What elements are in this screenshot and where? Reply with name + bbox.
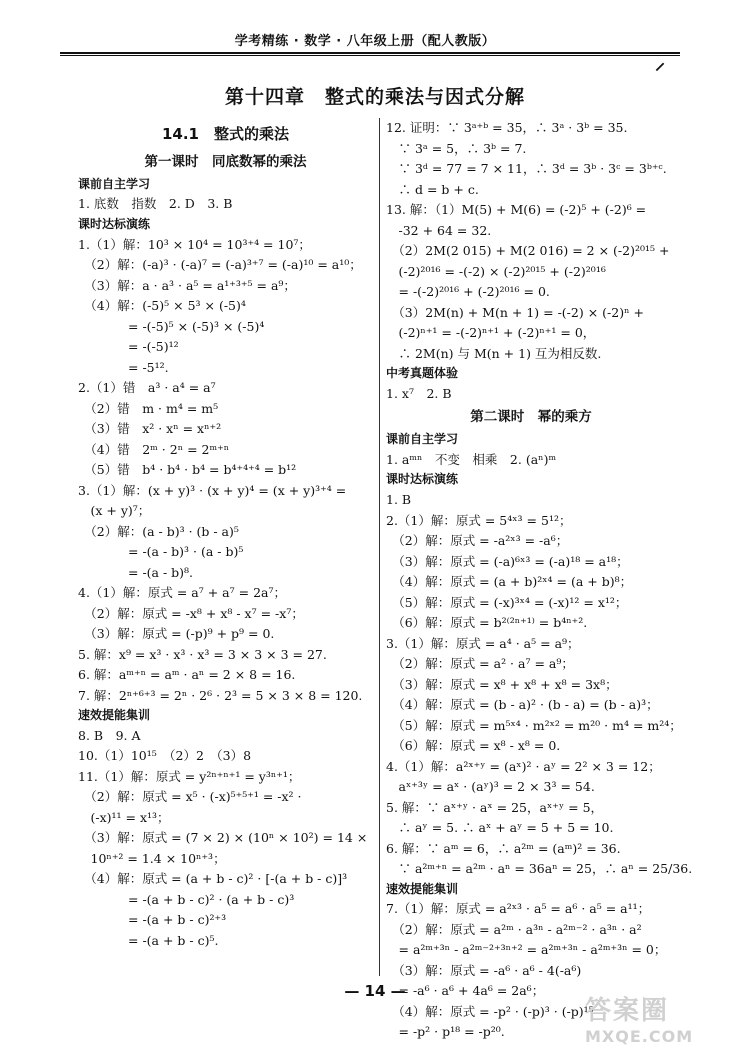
answer-line: （2）解：(a - b)³ · (b - a)⁵ [78,523,239,539]
answer-line: 4.（1）解：原式 = a⁷ + a⁷ = 2a⁷； [78,585,286,601]
answer-line: （4）解：原式 = (a + b - c)² · [-(a + b - c)]³ [78,871,348,887]
answer-line: = -p² · p¹⁸ = -p²⁰. [386,1024,505,1040]
answer-line: 12. 证明：∵ 3ᵃ⁺ᵇ = 35，∴ 3ᵃ · 3ᵇ = 35. [386,120,628,135]
answer-line: 4.（1）解：a²ˣ⁺ʸ = (aˣ)² · aʸ = 2² × 3 = 12； [386,758,661,774]
answer-line: = -(a - b)⁸. [78,564,194,580]
section-subheading: 速效提能集训 [386,881,459,896]
header-rule-thin [60,55,680,56]
answer-line: 2.（1）错 a³ · a⁴ = a⁷ [78,380,216,396]
answer-line: 5. 解：x⁹ = x³ · x³ · x³ = 3 × 3 × 3 = 27. [78,646,327,662]
chapter-title: 第十四章 整式的乘法与因式分解 [224,86,525,108]
section-subheading: 课时达标演练 [78,216,151,231]
answer-line: （2）2M(2 015) + M(2 016) = 2 × (-2)²⁰¹⁵ + [386,243,670,258]
answer-line: ∵ a²ᵐ⁺ⁿ = a²ᵐ · aⁿ = 36aⁿ = 25，∴ aⁿ = 25/36. [386,861,693,877]
header-rule [60,52,680,54]
answer-line: （2）解：原式 = a² · a⁷ = a⁹； [386,656,574,672]
answer-line: 10.（1）10¹⁵ （2）2 （3）8 [78,748,252,764]
answer-line: （3）解：原式 = (-p)⁹ + p⁹ = 0. [78,626,275,642]
answer-line: （3）2M(n) + M(n + 1) = -(-2) × (-2)ⁿ + [386,304,644,320]
answer-line: = -(a + b - c)⁵. [78,932,219,948]
answer-line: （4）解：原式 = (b - a)² · (b - a) = (b - a)³； [386,697,659,713]
answer-line: 5. 解：∵ aˣ⁺ʸ · aˣ = 25，aˣ⁺ʸ = 5， [386,799,604,815]
answer-line: 1. 底数 指数 2. D 3. B [78,196,233,212]
answer-line: （3）解：a · a³ · a⁵ = a¹⁺³⁺⁵ = a⁹； [78,277,296,293]
right-column [386,118,693,1043]
answer-line: = -(a - b)³ · (a - b)⁵ [78,544,244,560]
answer-line: ∴ 2M(n) 与 M(n + 1) 互为相反数. [386,345,602,361]
answer-line: 7.（1）解：原式 = a²ˣ³ · a⁵ = a⁶ · a⁵ = a¹¹； [386,901,651,917]
lesson-title: 第一课时 同底数幂的乘法 [144,153,307,170]
answer-line: 1. aᵐⁿ 不变 相乘 2. (aⁿ)ᵐ [386,451,557,467]
answer-line: （2）解：原式 = -x⁸ + x⁸ - x⁷ = -x⁷； [78,605,304,621]
answer-line: 1.（1）解：10³ × 10⁴ = 10³⁺⁴ = 10⁷； [78,236,311,252]
answer-line: （5）解：原式 = m⁵ˣ⁴ · m²ˣ² = m²⁰ · m⁴ = m²⁴； [386,717,682,733]
answer-line: ∴ aʸ = 5. ∴ aˣ + aʸ = 5 + 5 = 10. [386,820,614,836]
answer-line: （4）解：原式 = -p² · (-p)³ · (-p)¹⁵ [386,1003,594,1019]
answer-line: （2）解：(-a)³ · (-a)⁷ = (-a)³⁺⁷ = (-a)¹⁰ = a¹⁰； [78,257,362,273]
answer-line: （6）解：原式 = x⁸ - x⁸ = 0. [386,738,561,754]
page-number: — 14 — [344,982,406,1000]
lesson-title: 第二课时 幂的乘方 [470,409,592,426]
answer-line: 3.（1）解：原式 = a⁴ · a⁵ = a⁹； [386,635,580,651]
answer-line: （2）解：原式 = x⁵ · (-x)⁵⁺⁵⁺¹ = -x² · [78,789,302,805]
answer-line: （2）解：原式 = a²ᵐ · a³ⁿ - a²ᵐ⁻² · a³ⁿ · a² [386,921,642,937]
answer-line: = -(a + b - c)² · (a + b - c)³ [78,891,295,907]
left-column [78,118,373,951]
corner-mark-icon: ⸝ [655,50,665,74]
answer-line: 11.（1）解：原式 = y²ⁿ⁺ⁿ⁺¹ = y³ⁿ⁺¹； [78,768,301,784]
watermark-logo [585,990,745,1044]
watermark-line1: 答案圈 [585,996,670,1026]
answer-line: （3）解：原式 = -a⁶ · a⁶ - 4(-a⁶) [386,962,582,978]
answer-line: （5）错 b⁴ · b⁴ · b⁴ = b⁴⁺⁴⁺⁴ = b¹² [78,462,297,478]
answer-line: 2.（1）解：原式 = 5⁴ˣ³ = 5¹²； [386,512,572,528]
answer-line: ∵ 3ᵃ = 5，∴ 3ᵇ = 7. [386,140,527,156]
answer-line: (x + y)⁷； [78,503,151,519]
section-subheading: 中考真题体验 [386,366,459,380]
section-subheading: 课前自主学习 [78,176,151,191]
answer-line: ∴ d = b + c. [386,181,479,197]
answer-line: = -(a + b - c)²⁺³ [78,912,227,928]
answer-line: 7. 解：2ⁿ⁺⁶⁺³ = 2ⁿ · 2⁶ · 2³ = 5 × 3 × 8 = 120. [78,687,363,703]
answer-line: ∵ 3ᵈ = 77 = 7 × 11，∴ 3ᵈ = 3ᵇ · 3ᶜ = 3ᵇ⁺ᶜ. [386,161,667,176]
answer-line: 1. x⁷ 2. B [386,385,452,401]
answer-line: 6. 解：∵ aᵐ = 6，∴ a²ᵐ = (aᵐ)² = 36. [386,840,621,856]
answer-line: = -a⁶ · a⁶ + 4a⁶ = 2a⁶； [386,983,545,999]
answer-line: aˣ⁺³ʸ = aˣ · (aʸ)³ = 2 × 3³ = 54. [386,779,595,795]
answer-line: 6. 解：aᵐ⁺ⁿ = aᵐ · aⁿ = 2 × 8 = 16. [78,667,296,683]
section-subheading: 课时达标演练 [386,472,459,487]
section-title: 14.1 整式的乘法 [161,125,289,143]
section-subheading: 速效提能集训 [78,708,151,723]
answer-line: （3）解：原式 = (7 × 2) × (10ⁿ × 10²) = 14 × [78,830,368,846]
answer-line: (-2)ⁿ⁺¹ = -(-2)ⁿ⁺¹ + (-2)ⁿ⁺¹ = 0， [386,325,596,340]
answer-line: （6）解：原式 = b²⁽²ⁿ⁺¹⁾ = b⁴ⁿ⁺². [386,615,588,631]
answer-line: = -(-2)²⁰¹⁶ + (-2)²⁰¹⁶ = 0. [386,284,550,299]
answer-line: 13. 解：（1）M(5) + M(6) = (-2)⁵ + (-2)⁶ = [386,202,647,217]
header-title: 学考精练 · 数学 · 八年级上册（配人教版） [234,34,496,49]
answer-line: （3）错 x² · xⁿ = xⁿ⁺² [78,421,222,437]
answer-line: （3）解：原式 = (-a)⁶ˣ³ = (-a)¹⁸ = a¹⁸； [386,553,629,569]
answer-line: （5）解：原式 = (-x)³ˣ⁴ = (-x)¹² = x¹²； [386,594,628,610]
answer-line: = -5¹². [78,359,169,375]
answer-line: （4）错 2ᵐ · 2ⁿ = 2ᵐ⁺ⁿ [78,441,230,457]
answer-line: 8. B 9. A [78,727,141,743]
answer-line: 3.（1）解：(x + y)³ · (x + y)⁴ = (x + y)³⁺⁴ = [78,482,347,498]
answer-line: = a²ᵐ⁺³ⁿ - a²ᵐ⁻²⁺³ⁿ⁺² = a²ᵐ⁺³ⁿ - a²ᵐ⁺³ⁿ = 0； [386,942,667,958]
watermark-line2: MXQE.COM [585,1027,694,1046]
section-subheading: 课前自主学习 [386,432,459,447]
answer-line: （4）解：(-5)⁵ × 5³ × (-5)⁴ [78,298,246,314]
answer-line: （3）解：原式 = x⁸ + x⁸ + x⁸ = 3x⁸； [386,676,618,692]
answer-line: = -(-5)¹² [78,339,179,355]
answer-line: (-x)¹¹ = x¹³； [78,809,170,825]
answer-line: 10ⁿ⁺² = 1.4 × 10ⁿ⁺³； [78,850,226,866]
answer-line: -32 + 64 = 32. [386,222,492,238]
answer-line: （2）解：原式 = -a²ˣ³ = -a⁶； [386,533,569,549]
answer-line: (-2)²⁰¹⁶ = -(-2) × (-2)²⁰¹⁵ + (-2)²⁰¹⁶ [386,263,606,279]
answer-line: （4）解：原式 = (a + b)²ˣ⁴ = (a + b)⁸； [386,574,633,590]
column-divider [379,118,380,976]
answer-line: 1. B [386,492,412,508]
answer-line: = -(-5)⁵ × (-5)³ × (-5)⁴ [78,318,265,334]
answer-line: （2）错 m · m⁴ = m⁵ [78,400,219,416]
